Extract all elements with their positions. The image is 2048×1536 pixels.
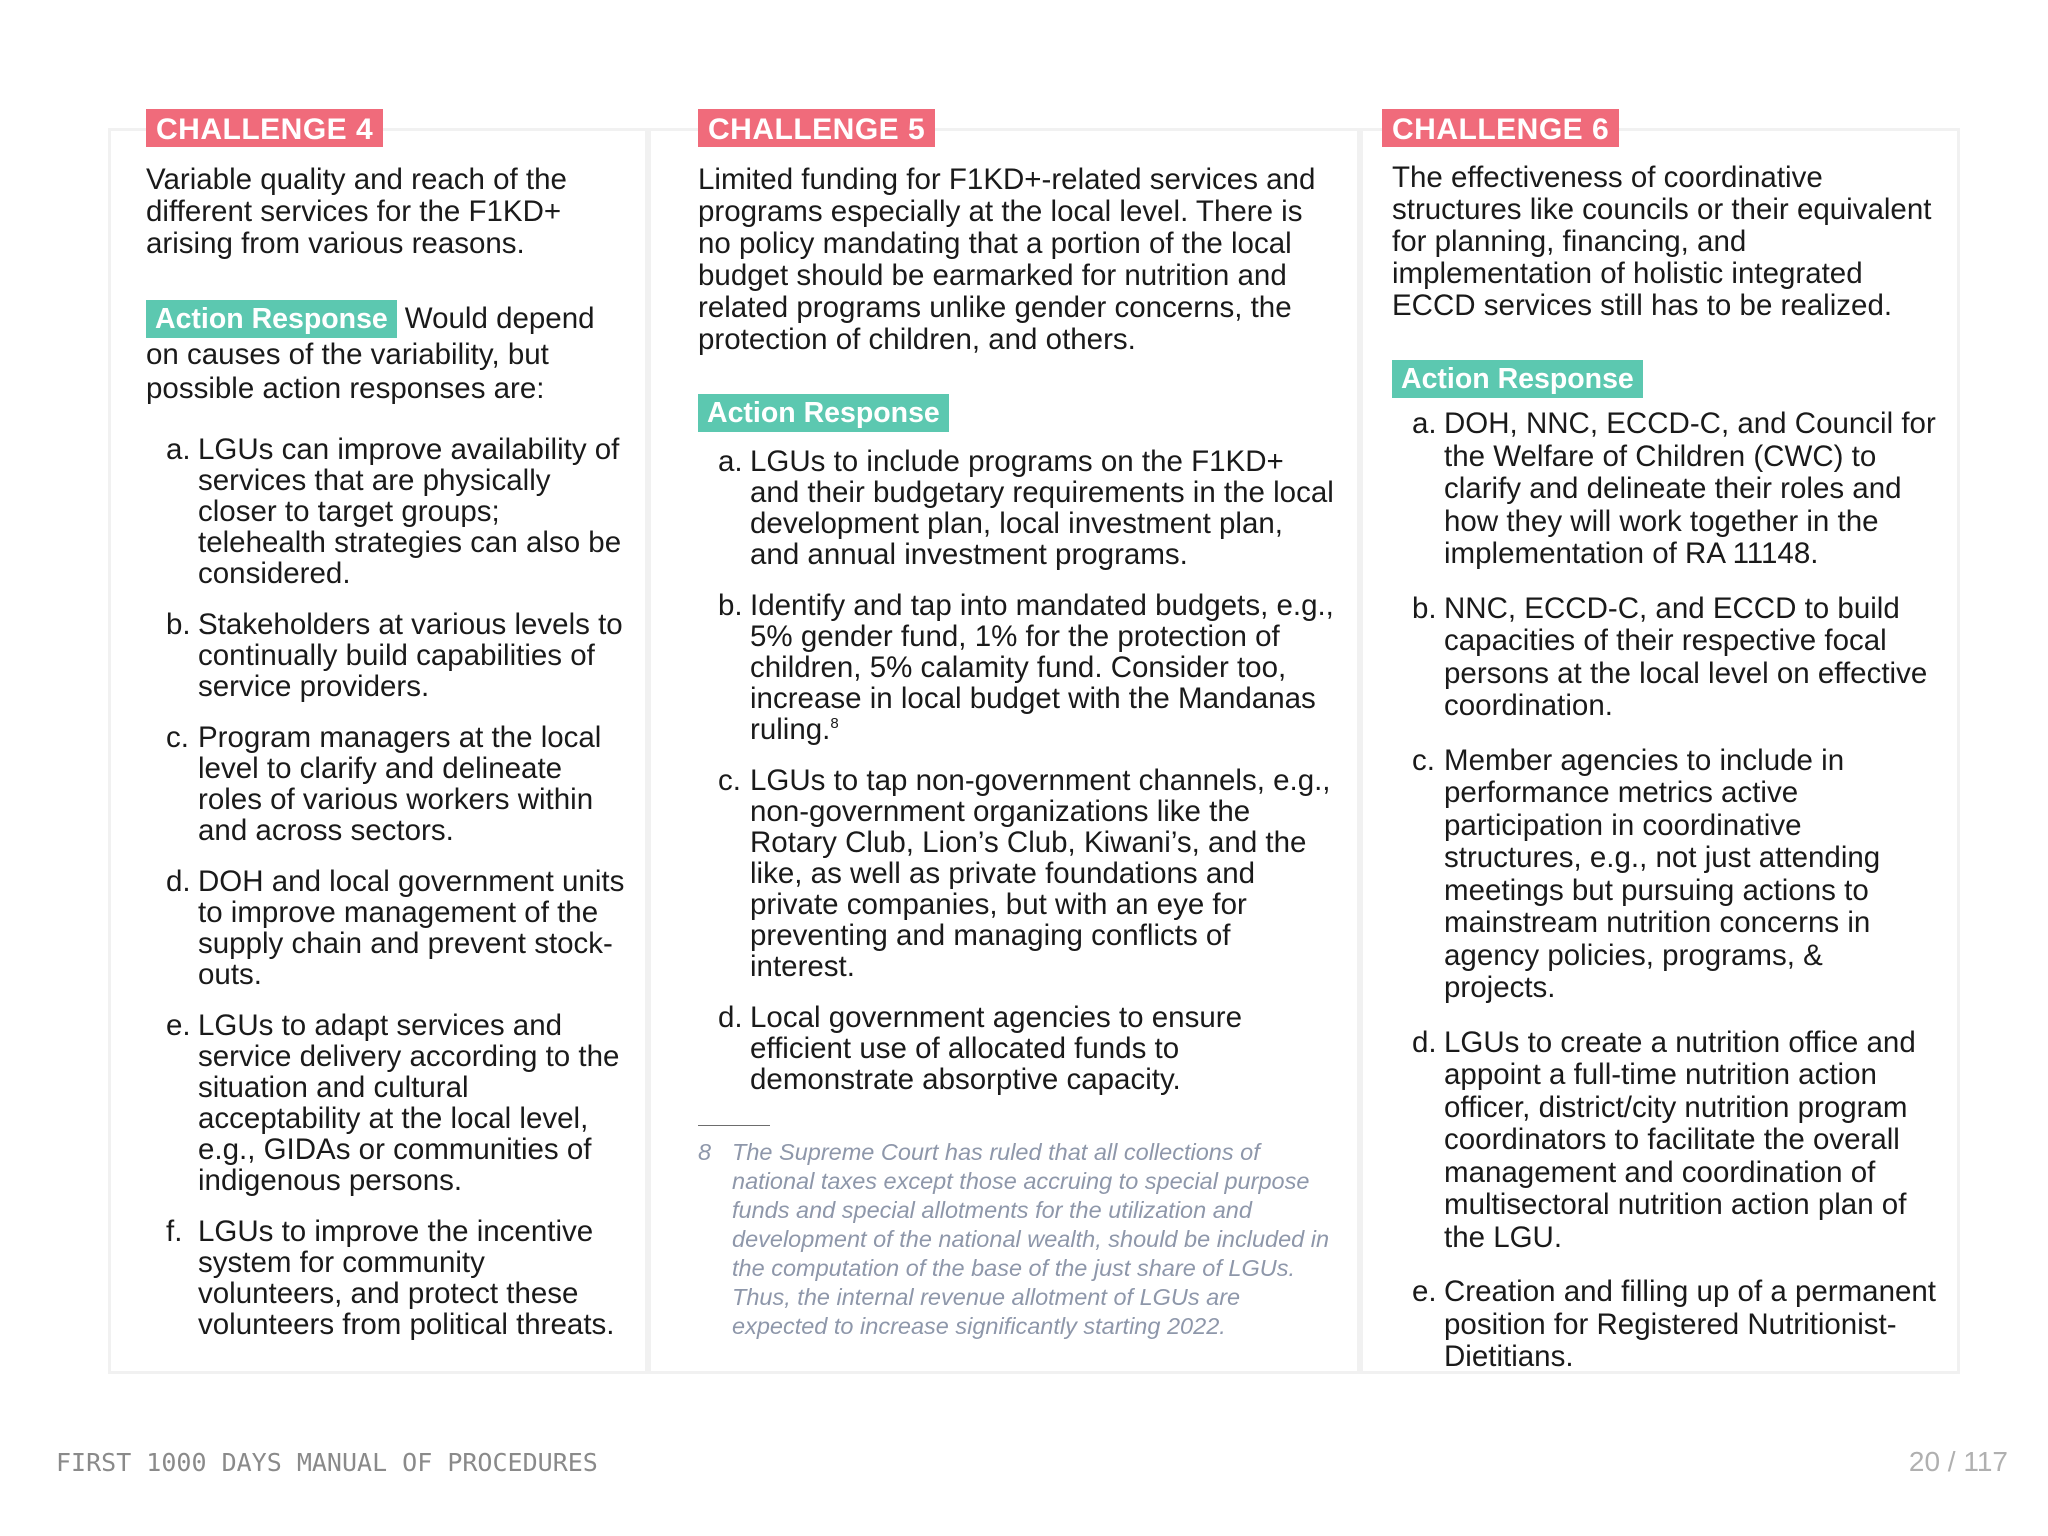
list-item-text: LGUs to create a nutrition office and appoint a full-time nutrition action officer, district/city nutrition program coordinators to facilitate the overall management and coordination of multisectoral nutrition action plan of the LGU. — [1444, 1025, 1916, 1254]
footnote-divider — [698, 1125, 770, 1126]
list-item-text: LGUs to include programs on the F1KD+ and their budgetary requirements in the local development plan, local investment plan, and annual investment programs. — [750, 445, 1334, 571]
list-item-text: LGUs to adapt services and service delivery according to the situation and cultural acceptability at the local level, e.g., GIDAs or communities of indigenous persons. — [198, 1009, 620, 1197]
challenge-5-response-list — [698, 446, 1338, 1095]
list-item — [1392, 1027, 1942, 1255]
list-item — [1392, 745, 1942, 1005]
list-marker: e. — [1412, 1275, 1437, 1308]
action-response-label: Action Response — [698, 394, 949, 432]
challenge-4-intro: Variable quality and reach of the different services for the F1KD+ arising from various reasons. — [146, 163, 567, 260]
challenge-4-label: CHALLENGE 4 — [146, 109, 383, 147]
action-response-label: Action Response — [1392, 360, 1643, 398]
list-marker: e. — [166, 1009, 191, 1042]
challenge-5-column — [698, 164, 1338, 1341]
list-marker: c. — [166, 721, 189, 754]
list-item — [698, 1002, 1338, 1095]
footnote-reference[interactable]: 8 — [830, 715, 839, 733]
challenge-5-intro: Limited funding for F1KD+-related services and programs especially at the local level. There is no policy mandating that a portion of the local budget should be earmarked for nutrition and related programs unlike gender concerns, the protection of children, and others. — [698, 163, 1316, 356]
list-item-text: Creation and filling up of a permanent position for Registered Nutritionist-Dietitians. — [1444, 1275, 1936, 1373]
list-item-text: Program managers at the local level to clarify and delineate roles of various workers within and across sectors. — [198, 721, 602, 847]
list-item-text: LGUs to improve the incentive system for community volunteers, and protect these volunteers from political threats. — [198, 1215, 615, 1341]
page-number: 20 / 117 — [1908, 1446, 2008, 1477]
challenge-6-action-heading — [1392, 360, 1942, 398]
challenge-4-action-paragraph — [146, 300, 626, 406]
list-item-text: LGUs can improve availability of services that are physically closer to target groups; telehealth strategies can also be considered. — [198, 433, 622, 590]
list-item — [146, 722, 626, 846]
challenge-4-action-text: Would depend on causes of the variability, but possible action responses are: — [146, 302, 595, 405]
challenge-4-response-list — [146, 434, 626, 1340]
list-item — [698, 446, 1338, 570]
challenge-6-intro: The effectiveness of coordinative structures like councils or their equivalent for planning, financing, and implementation of holistic integrated ECCD services still has to be realized. — [1392, 161, 1932, 322]
list-item-text: DOH and local government units to improve management of the supply chain and prevent stock-outs. — [198, 865, 625, 991]
list-item-text: Member agencies to include in performance metrics active participation in coordinative structures, e.g., not just attending meetings but pursuing actions to mainstream nutrition concerns in agency policies, programs, & projects. — [1444, 743, 1881, 1004]
list-marker: b. — [1412, 591, 1437, 625]
list-marker: d. — [718, 1001, 743, 1034]
challenge-5-label: CHALLENGE 5 — [698, 109, 935, 147]
list-item — [146, 1010, 626, 1196]
footnote-number: 8 — [698, 1139, 712, 1165]
list-item — [1392, 593, 1942, 723]
list-marker: a. — [718, 445, 743, 478]
list-item — [698, 765, 1338, 982]
list-marker: a. — [166, 433, 191, 466]
footnote-text: The Supreme Court has ruled that all collections of national taxes except those accruing to special purpose funds and special allotments for the utilization and development of the national wealth, should be included in the computation of the base of the just share of LGUs. Thus, the internal revenue allotment of LGUs are expected to increase significantly starting 2022. — [732, 1139, 1330, 1339]
list-item-text: LGUs to tap non-government channels, e.g., non-government organizations like the Rotary Club, Lion’s Club, Kiwani’s, and the like, as well as private foundations and private companies, but with an eye for preventing and managing conflicts of interest. — [750, 764, 1331, 983]
challenge-6-label: CHALLENGE 6 — [1382, 109, 1619, 147]
challenge-4-column — [146, 164, 626, 1360]
list-item — [146, 866, 626, 990]
list-marker: d. — [1412, 1025, 1437, 1059]
list-item — [1392, 408, 1942, 571]
list-item — [1392, 1276, 1942, 1374]
list-marker: d. — [166, 865, 191, 898]
list-marker: f. — [166, 1215, 183, 1248]
list-item-text: DOH, NNC, ECCD-C, and Council for the Welfare of Children (CWC) to clarify and delineate their roles and how they will work together in the implementation of RA 11148. — [1444, 407, 1936, 570]
list-marker: a. — [1412, 407, 1437, 440]
list-item-text: Stakeholders at various levels to continually build capabilities of service providers. — [198, 608, 623, 703]
list-marker: c. — [1412, 743, 1435, 777]
challenge-6-response-list — [1392, 408, 1942, 1374]
footnote — [698, 1138, 1338, 1341]
list-item — [698, 590, 1338, 745]
document-title-footer: FIRST 1000 DAYS MANUAL OF PROCEDURES — [56, 1448, 598, 1477]
challenge-6-column — [1392, 162, 1942, 1396]
list-marker: c. — [718, 764, 741, 797]
list-item — [146, 434, 626, 589]
list-item — [146, 609, 626, 702]
list-marker: b. — [166, 608, 191, 641]
list-item — [146, 1216, 626, 1340]
list-item-text: Local government agencies to ensure efficient use of allocated funds to demonstrate absorptive capacity. — [750, 1001, 1242, 1096]
list-marker: b. — [718, 589, 743, 622]
list-item-text: Identify and tap into mandated budgets, e.g., 5% gender fund, 1% for the protection of children, 5% calamity fund. Consider too, increase in local budget with the Mandanas ruling. — [750, 589, 1334, 746]
challenge-5-action-heading — [698, 394, 1338, 432]
list-item-text: NNC, ECCD-C, and ECCD to build capacities of their respective focal persons at the local level on effective coordination. — [1444, 591, 1928, 722]
action-response-label: Action Response — [146, 300, 397, 338]
